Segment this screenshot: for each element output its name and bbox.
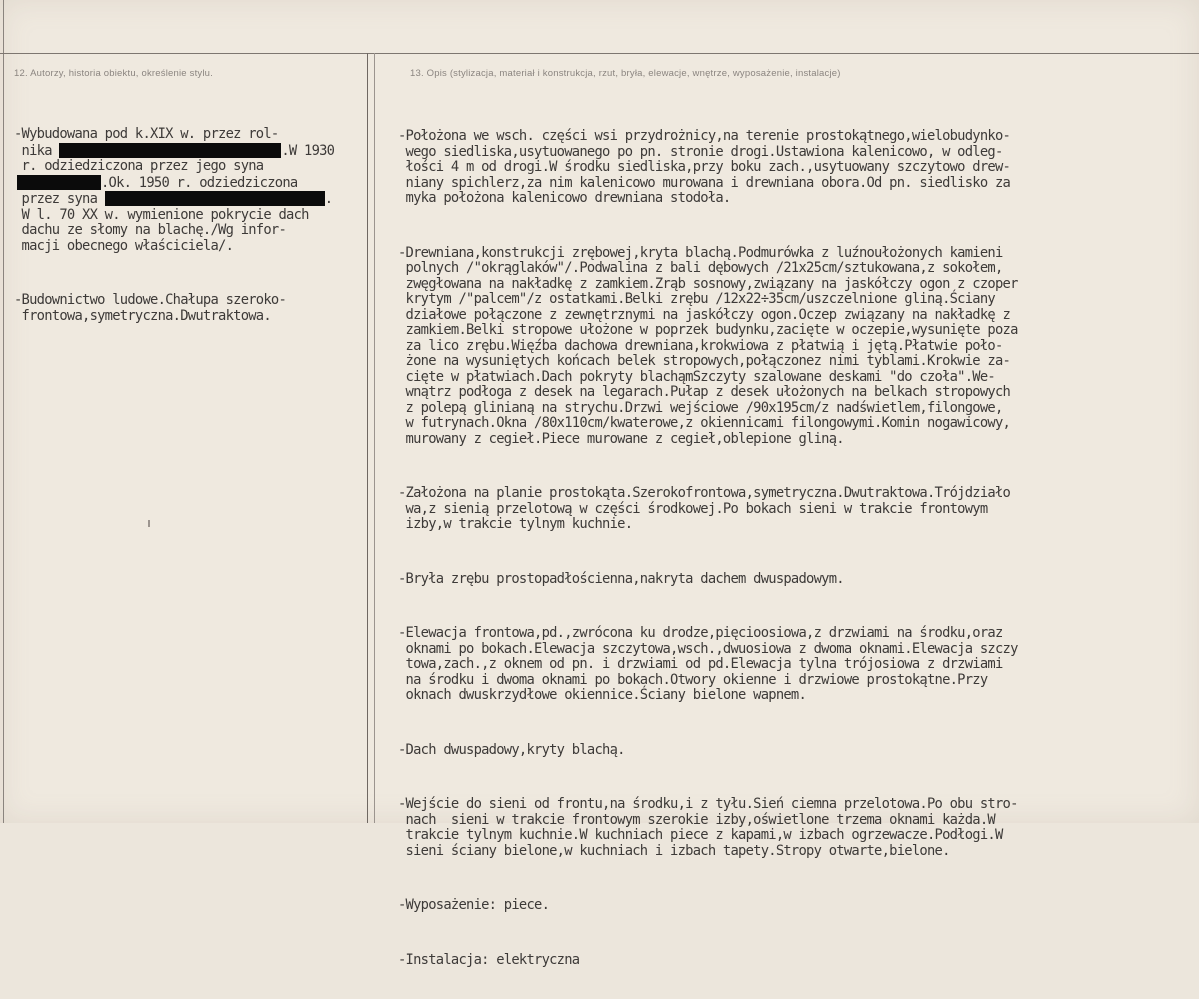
- text-line: -Wybudowana pod k.XIX w. przez rol-: [14, 126, 279, 142]
- text-line: towa,zach.,z oknem od pn. i drzwiami od pd.Elewacja tylna trójosiowa z drzwiami: [398, 656, 1003, 672]
- text-line: -Wejście do sieni od frontu,na środku,i z tyłu.Sień ciemna przelotowa.Po obu stro-: [398, 796, 1018, 812]
- right-column-text: [398, 98, 1198, 999]
- body-paragraph: [398, 572, 1198, 588]
- text-line: wego siedliska,usytuowanego po pn. stronie drogi.Ustawiona kalenicowo, w odleg-: [398, 143, 1003, 160]
- text-line: nika: [14, 142, 60, 159]
- text-line: w futrynach.Okna /80x110cm/kwaterowe,z okiennicami filongowymi.Komin nogawicowy,: [398, 415, 1011, 431]
- text-line: myka położona kalenicowo drewniana stodoła.: [398, 190, 731, 206]
- text-line: macji obecnego właściciela/.: [14, 237, 234, 254]
- paper-mark: [148, 520, 150, 527]
- text-line: cięte w płatwiach.Dach pokryty blachąmSzczyty szalowane deskami "do czoła".We-: [398, 368, 995, 385]
- text-line: trakcie tylnym kuchnie.W kuchniach piece z kapami,w izbach ogrzewacze.Podłogi.W: [398, 827, 1003, 843]
- page-left-edge: [3, 0, 4, 823]
- column-divider: [367, 53, 368, 823]
- text-line: oknami po bokach.Elewacja szczytowa,wsch.,dwuosiowa z dwoma oknami.Elewacja szczy: [398, 640, 1018, 657]
- header-rule: [0, 53, 1199, 54]
- text-line: dachu ze słomy na blachę./Wg infor-: [14, 222, 287, 238]
- text-line: działowe połączone z zewnętrznymi na jaskółczy ogon.Oczep związany na nakładkę z: [398, 306, 1011, 323]
- redaction-block: [17, 175, 101, 190]
- elevations-paragraph: [398, 626, 1198, 704]
- text-line: -Położona we wsch. części wsi przydrożnicy,na terenie prostokątnego,wielobudynko-: [398, 128, 1011, 144]
- text-line: żone na wysuniętych końcach belek stropowych,połączonez nimi tyblami.Krokwie za-: [398, 353, 1011, 369]
- text-line: sieni ściany bielone,w kuchniach i izbach tapety.Stropy otwarte,bielone.: [398, 842, 950, 859]
- text-line: zwęgłowana na nakładkę z zamkiem.Zrąb sosnowy,związany na jaskółczy ogon z czoper: [398, 275, 1018, 292]
- text-line: niany spichlerz,za nim kalenicowo murowana i drewniana obora.Od pn. siedlisko za: [398, 174, 1011, 191]
- text-line: oknach dwuskrzydłowe okiennice.Ściany bielone wapnem.: [398, 687, 807, 703]
- roof-paragraph: [398, 743, 1198, 759]
- text-line: .Ok. 1950 r. odziedziczona: [101, 174, 298, 191]
- text-line: łości 4 m od drogi.W środku siedliska,przy boku zach.,usytuowany szczytowo drew-: [398, 159, 1011, 175]
- style-paragraph: [14, 293, 334, 324]
- text-line: zamkiem.Belki stropowe ułożone w poprzek budynku,zacięte w oczepie,wysunięte poza: [398, 322, 1018, 338]
- right-column-header: 13. Opis (stylizacja, materiał i konstrukcja, rzut, bryła, elewacje, wnętrze, wyposażenie, instalacje): [410, 68, 841, 79]
- text-line: -Instalacja: elektryczna: [398, 951, 580, 968]
- redaction-block: [105, 191, 325, 206]
- text-line: frontowa,symetryczna.Dwutraktowa.: [14, 307, 271, 324]
- location-paragraph: [398, 129, 1198, 207]
- equipment-paragraph: [398, 898, 1198, 914]
- text-line: W l. 70 XX w. wymienione pokrycie dach: [14, 206, 309, 223]
- text-line: nach sieni w trakcie frontowym szerokie izby,oświetlone trzema oknami każda.W: [398, 811, 995, 828]
- left-column-text: [14, 96, 334, 355]
- text-line: przez syna: [14, 191, 105, 207]
- text-line: polnych /"okrąglaków"/.Podwalina z bali dębowych /21x25cm/sztukowana,z sokołem,: [398, 260, 1003, 276]
- text-line: wa,z sienią przelotową w części środkowej.Po bokach sieni w trakcie frontowym: [398, 500, 988, 517]
- text-line: -Drewniana,konstrukcji zrębowej,kryta blachą.Podmurówka z luźnoułożonych kamieni: [398, 244, 1003, 261]
- interior-paragraph: [398, 797, 1198, 859]
- text-line: .W 1930: [281, 142, 335, 159]
- text-line: krytym /"palcem"/z ostatkami.Belki zrębu /12x22÷35cm/uszczelnione gliną.Ściany: [398, 291, 995, 307]
- text-line: -Bryła zrębu prostopadłościenna,nakryta dachem dwuspadowym.: [398, 570, 844, 587]
- text-line: .: [324, 191, 333, 207]
- text-line: -Elewacja frontowa,pd.,zwrócona ku drodze,pięcioosiowa,z drzwiami na środku,oraz: [398, 625, 1003, 641]
- text-line: z polepą glinianą na strychu.Drzwi wejściowe /90x195cm/z nadświetlem,filongowe,: [398, 399, 1003, 416]
- left-column-header: 12. Autorzy, historia obiektu, określenie stylu.: [14, 68, 213, 79]
- text-line: -Dach dwuspadowy,kryty blachą.: [398, 741, 625, 758]
- history-paragraph: [14, 127, 334, 254]
- text-line: murowany z cegieł.Piece murowane z cegieł,oblepione gliną.: [398, 430, 844, 447]
- text-line: r. odziedziczona przez jego syna: [14, 158, 264, 174]
- text-line: na środku i dwoma oknami po bokach.Otwory okienne i drzwiowe prostokątne.Przy: [398, 671, 988, 688]
- text-line: -Założona na planie prostokąta.Szerokofrontowa,symetryczna.Dwutraktowa.Trójdziało: [398, 485, 1011, 501]
- redaction-block: [59, 143, 281, 158]
- column-divider-secondary: [374, 53, 375, 823]
- construction-paragraph: [398, 246, 1198, 448]
- text-line: wnątrz podłoga z desek na legarach.Pułap z desek ułożonych na belkach stropowych: [398, 384, 1011, 400]
- text-line: izby,w trakcie tylnym kuchnie.: [398, 516, 633, 532]
- text-line: za lico zrębu.Więźba dachowa drewniana,krokwiowa z płatwią i jętą.Płatwie poło-: [398, 337, 1003, 354]
- text-line: -Budownictwo ludowe.Chałupa szeroko-: [14, 292, 287, 308]
- text-line: -Wyposażenie: piece.: [398, 897, 550, 913]
- plan-paragraph: [398, 486, 1198, 533]
- installation-paragraph: [398, 953, 1198, 969]
